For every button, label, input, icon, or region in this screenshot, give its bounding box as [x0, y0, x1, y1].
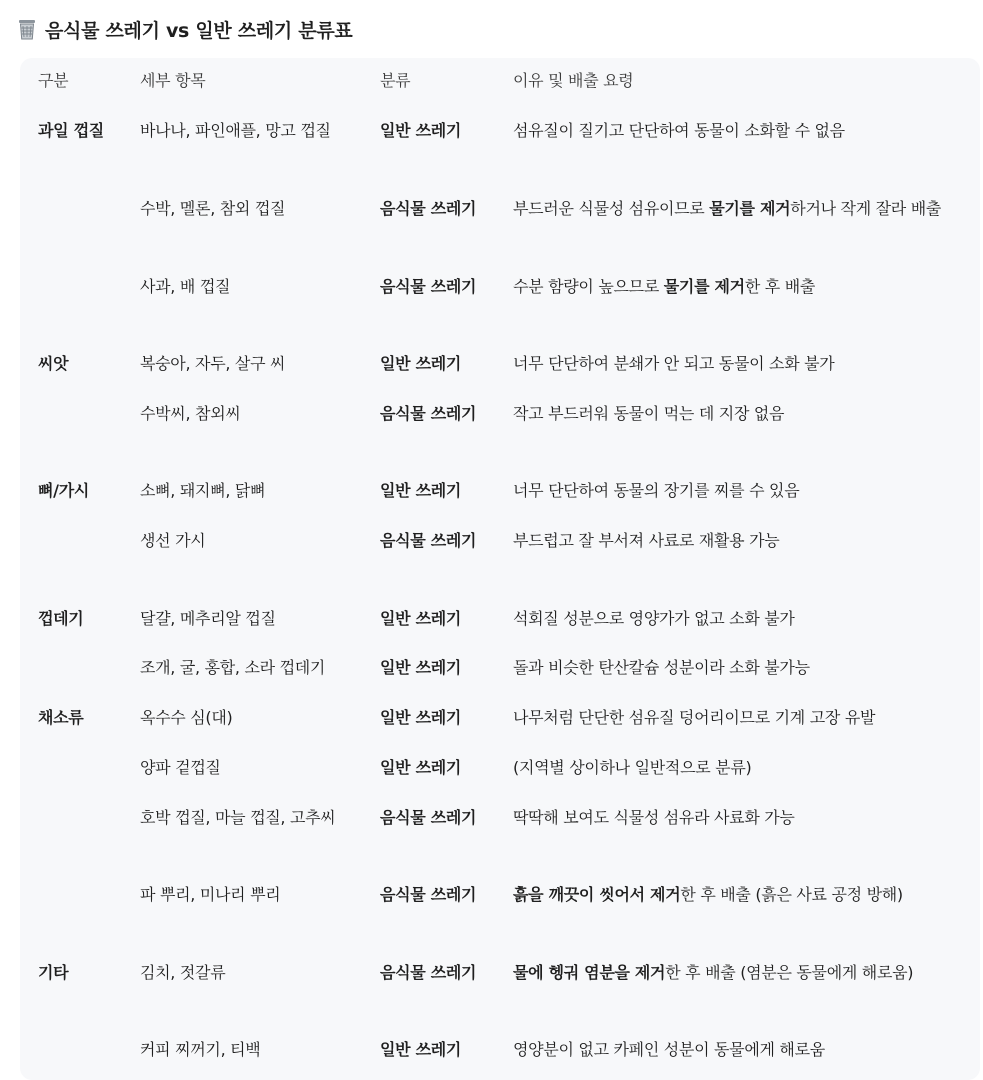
row-item: 옥수수 심(대) [140, 708, 233, 727]
row-class: 일반 쓰레기 [380, 481, 462, 500]
row-reason: 섬유질이 질기고 단단하여 동물이 소화할 수 없음 [513, 121, 845, 140]
page-title-text: 음식물 쓰레기 vs 일반 쓰레기 분류표 [45, 19, 353, 42]
row-item: 조개, 굴, 홍합, 소라 껍데기 [140, 658, 326, 677]
row-class: 음식물 쓰레기 [380, 404, 477, 423]
row-reason: 돌과 비슷한 탄산칼슘 성분이라 소화 불가능 [513, 658, 810, 677]
row-reason: 부드러운 식물성 섬유이므로 물기를 제거하거나 작게 잘라 배출 [513, 199, 942, 218]
row-item: 양파 겉껍질 [140, 758, 221, 777]
row-reason: 수분 함량이 높으므로 물기를 제거한 후 배출 [513, 277, 816, 296]
row-class: 음식물 쓰레기 [380, 199, 477, 218]
row-class: 음식물 쓰레기 [380, 808, 477, 827]
row-category: 과일 껍질 [38, 121, 104, 140]
row-item: 커피 찌꺼기, 티백 [140, 1040, 261, 1059]
row-class: 일반 쓰레기 [380, 609, 462, 628]
row-reason: 딱딱해 보여도 식물성 섬유라 사료화 가능 [513, 808, 795, 827]
row-reason: 영양분이 없고 카페인 성분이 동물에게 해로움 [513, 1040, 825, 1059]
row-reason: 작고 부드러워 동물이 먹는 데 지장 없음 [513, 404, 785, 423]
row-class: 일반 쓰레기 [380, 708, 462, 727]
row-reason: 너무 단단하여 동물의 장기를 찌를 수 있음 [513, 481, 800, 500]
row-reason: 흙을 깨끗이 씻어서 제거한 후 배출 (흙은 사료 공정 방해) [513, 885, 903, 904]
header-item: 세부 항목 [140, 71, 206, 90]
row-class: 음식물 쓰레기 [380, 277, 477, 296]
row-class: 일반 쓰레기 [380, 658, 462, 677]
row-item: 파 뿌리, 미나리 뿌리 [140, 885, 281, 904]
row-item: 수박, 멜론, 참외 껍질 [140, 199, 286, 218]
row-item: 수박씨, 참외씨 [140, 404, 241, 423]
row-item: 김치, 젓갈류 [140, 963, 226, 982]
page-title [18, 12, 352, 46]
row-class: 음식물 쓰레기 [380, 531, 477, 550]
row-item: 달걀, 메추리알 껍질 [140, 609, 276, 628]
row-reason: 나무처럼 단단한 섬유질 덩어리이므로 기계 고장 유발 [513, 708, 876, 727]
row-item: 사과, 배 껍질 [140, 277, 231, 296]
row-class: 일반 쓰레기 [380, 121, 462, 140]
wastebasket-icon [18, 19, 36, 40]
row-category: 기타 [38, 963, 69, 982]
row-reason: 물에 헹궈 염분을 제거한 후 배출 (염분은 동물에게 해로움) [513, 963, 914, 982]
row-category: 채소류 [38, 708, 84, 727]
header-class: 분류 [380, 71, 411, 90]
row-reason: 부드럽고 잘 부서져 사료로 재활용 가능 [513, 531, 780, 550]
row-item: 생선 가시 [140, 531, 206, 550]
row-item: 호박 껍질, 마늘 껍질, 고추씨 [140, 808, 336, 827]
row-class: 일반 쓰레기 [380, 354, 462, 373]
row-category: 뼈/가시 [38, 481, 90, 500]
row-reason: 석회질 성분으로 영양가가 없고 소화 불가 [513, 609, 795, 628]
classification-table [20, 58, 980, 1080]
row-class: 일반 쓰레기 [380, 1040, 462, 1059]
header-reason: 이유 및 배출 요령 [513, 71, 634, 90]
row-reason: (지역별 상이하나 일반적으로 분류) [513, 758, 752, 777]
row-reason: 너무 단단하여 분쇄가 안 되고 동물이 소화 불가 [513, 354, 835, 373]
row-class: 일반 쓰레기 [380, 758, 462, 777]
row-category: 씨앗 [38, 354, 69, 373]
row-category: 껍데기 [38, 609, 84, 628]
row-item: 소뼈, 돼지뼈, 닭뼈 [140, 481, 266, 500]
row-item: 복숭아, 자두, 살구 씨 [140, 354, 286, 373]
row-item: 바나나, 파인애플, 망고 껍질 [140, 121, 331, 140]
row-class: 음식물 쓰레기 [380, 885, 477, 904]
header-category: 구분 [38, 71, 69, 90]
row-class: 음식물 쓰레기 [380, 963, 477, 982]
